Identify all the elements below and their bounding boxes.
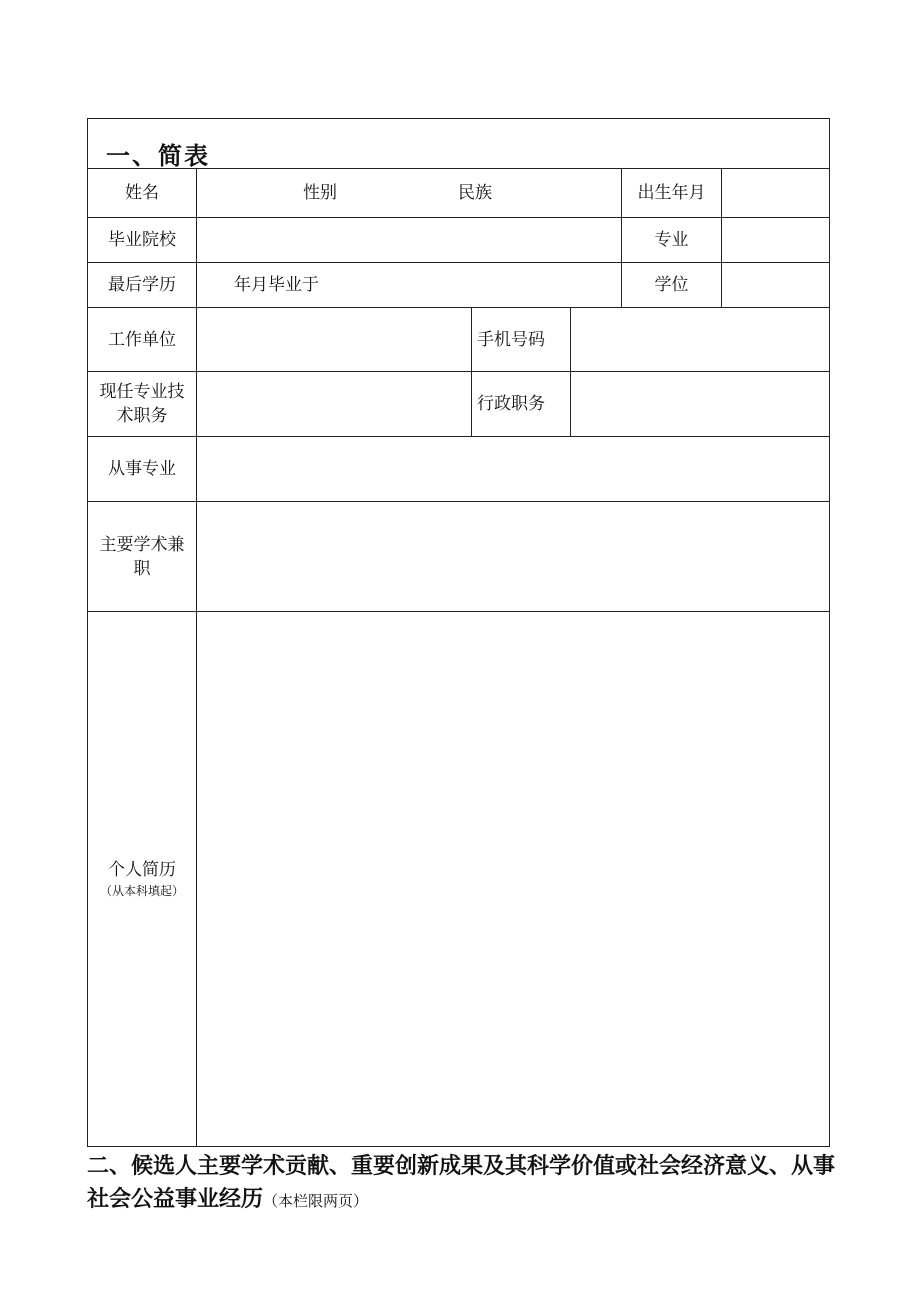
- degree-value-field[interactable]: [722, 263, 829, 307]
- section1-title: 一、简表: [106, 142, 210, 170]
- mobile-value-field[interactable]: [571, 308, 829, 371]
- section2-note: （本栏限两页）: [263, 1192, 369, 1210]
- birth-value-field[interactable]: [722, 169, 829, 217]
- resume-label-note: （从本科填起）: [99, 884, 184, 898]
- major-value-field[interactable]: [722, 218, 829, 262]
- major-label: 专业: [654, 230, 689, 250]
- resume-label-text: 个人简历: [108, 860, 176, 880]
- education-value[interactable]: 年月毕业于: [234, 275, 319, 295]
- ethnicity-label: 民族: [458, 183, 492, 203]
- employer-label: 工作单位: [108, 329, 176, 350]
- professional-title-label-line1: 现任专业技: [99, 382, 185, 402]
- mobile-label: 手机号码: [477, 329, 545, 350]
- professional-title-value-field[interactable]: [197, 372, 471, 436]
- birth-label: 出生年月: [637, 183, 706, 203]
- professional-title-label-line2: 术职务: [116, 406, 168, 426]
- professional-title-label: [88, 372, 196, 436]
- academic-post-label-line1: 主要学术兼: [99, 534, 185, 555]
- field-label: 从事专业: [108, 459, 176, 479]
- admin-post-value-field[interactable]: [571, 372, 829, 436]
- school-label: 毕业院校: [108, 230, 176, 250]
- resume-label: [88, 612, 196, 1146]
- academic-post-value-field[interactable]: [197, 502, 829, 611]
- academic-post-label: [88, 502, 196, 611]
- education-label: 最后学历: [108, 275, 176, 295]
- academic-post-label-line2: 职: [133, 558, 151, 579]
- name-value-field[interactable]: [197, 169, 277, 217]
- employer-value-field[interactable]: [197, 308, 471, 371]
- section2-heading: [87, 1150, 837, 1218]
- name-label: 姓名: [125, 183, 159, 203]
- degree-label: 学位: [654, 275, 689, 295]
- gender-label: 性别: [303, 183, 337, 203]
- section2-heading-text: 二、候选人主要学术贡献、重要创新成果及其科学价值或社会经济意义、从事社会公益事业经历: [87, 1154, 836, 1212]
- admin-post-label: 行政职务: [477, 394, 545, 414]
- resume-value-field[interactable]: [197, 612, 829, 1146]
- school-value-field[interactable]: [197, 218, 621, 262]
- field-value-field[interactable]: [197, 437, 829, 501]
